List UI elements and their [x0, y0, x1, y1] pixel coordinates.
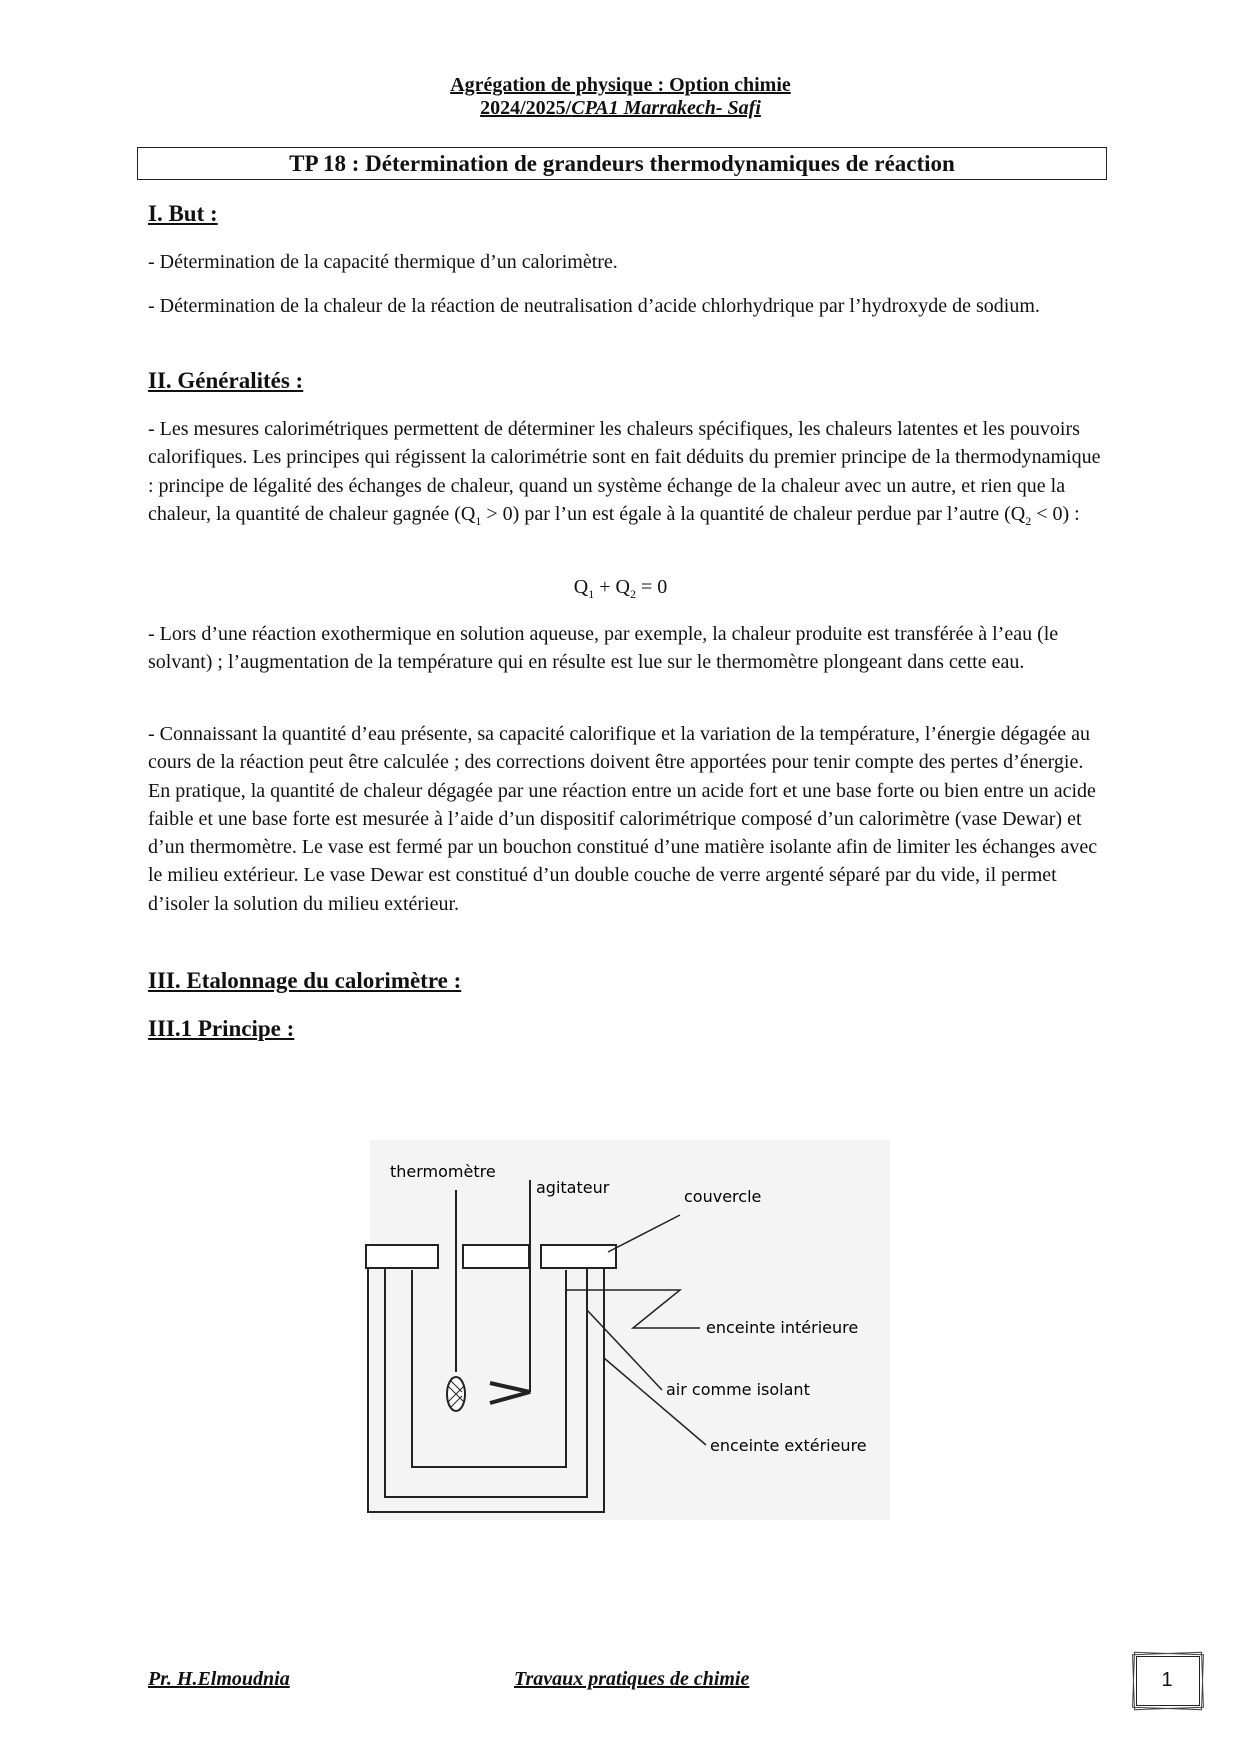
document-header	[0, 74, 1241, 120]
section-2-paragraph-2: - Lors d’une réaction exothermique en solution aqueuse, par exemple, la chaleur produite est transférée à l’eau (le solvant) ; l’augmentation de la température qui en résulte est lue sur le thermomètre plongeant dans cette eau.	[148, 623, 1059, 674]
section-1-heading: I. But :	[148, 201, 218, 226]
label-enceinte-interieure: enceinte intérieure	[706, 1318, 859, 1337]
section-2-heading: II. Généralités :	[148, 368, 304, 393]
header-year: 2024/2025/	[480, 97, 572, 119]
section-1-item-1: - Détermination de la capacité thermique d’un calorimètre.	[148, 251, 618, 273]
footer-course: Travaux pratiques de chimie	[514, 1668, 750, 1690]
page-number-box	[1130, 1650, 1205, 1710]
label-thermometre: thermomètre	[390, 1162, 496, 1181]
eq-plus: + Q	[594, 576, 630, 598]
eq-q1: Q	[573, 576, 589, 598]
label-agitateur: agitateur	[536, 1178, 610, 1197]
lid-left	[366, 1245, 438, 1268]
para1-text-c: < 0) :	[1031, 502, 1080, 525]
section-2-paragraph-3: - Connaissant la quantité d’eau présente, sa capacité calorifique et la variation de la température, l’énergie dégagée au cours de la réaction peut être calculée ; des corrections doivent être apportées pour tenir compte des pertes d’énergie. En pratique, la quantité de chaleur dégagée par une réaction entre un acide fort et une base forte ou bien entre un acide faible et une base forte est mesurée à l’aide d’un dispositif calorimétrique composé d’un calorimètre (vase Dewar) et d’un thermomètre. Le vase est fermé par un bouchon constitué d’une matière isolante afin de limiter les échanges avec le milieu extérieur. Le vase Dewar est constitué d’un double couche de verre argenté séparé par du vide, il permet d’isoler la solution du milieu extérieur.	[148, 723, 1098, 915]
section-3-heading: III. Etalonnage du calorimètre :	[148, 968, 462, 993]
label-enceinte-exterieure: enceinte extérieure	[710, 1436, 867, 1455]
lid-middle	[463, 1245, 529, 1268]
header-line-2	[0, 97, 1241, 120]
para1-sub-2: 2	[1025, 513, 1032, 528]
header-line-1: Agrégation de physique : Option chimie	[450, 74, 791, 96]
eq-equals: = 0	[635, 576, 668, 598]
section-2-paragraph-1	[148, 415, 1103, 535]
calorimeter-diagram	[350, 1140, 910, 1540]
section-3-1-heading: III.1 Principe :	[148, 1016, 295, 1041]
para1-sub-1: 1	[475, 513, 482, 528]
eq-sub-2: 2	[629, 587, 636, 601]
lid-right	[541, 1245, 616, 1268]
equation	[0, 576, 1241, 602]
eq-sub-1: 1	[588, 587, 595, 601]
para1-text-a: - Les mesures calorimétriques permettent de déterminer les chaleurs spécifiques, les chaleurs latentes et les pouvoirs calorifiques. Les principes qui régissent la calorimétrie sont en fait déduits du premier principe de la thermodynamique : principe de légalité des échanges de chaleur, quand un système échange de la chaleur avec un autre, et rien que la chaleur, la quantité de chaleur gagnée (Q	[148, 418, 1101, 525]
footer-author: Pr. H.Elmoudnia	[148, 1668, 290, 1690]
page-number: 1	[1161, 1669, 1173, 1691]
label-air-isolant: air comme isolant	[666, 1380, 810, 1399]
document-title: TP 18 : Détermination de grandeurs thermodynamiques de réaction	[137, 147, 1107, 180]
label-couvercle: couvercle	[684, 1187, 762, 1206]
section-1-item-2: - Détermination de la chaleur de la réaction de neutralisation d’acide chlorhydrique par l’hydroxyde de sodium.	[148, 295, 1040, 317]
header-institution: CPA1 Marrakech- Safi	[571, 97, 761, 119]
para1-text-b: > 0) par l’un est égale à la quantité de chaleur perdue par l’autre (Q	[481, 502, 1026, 525]
